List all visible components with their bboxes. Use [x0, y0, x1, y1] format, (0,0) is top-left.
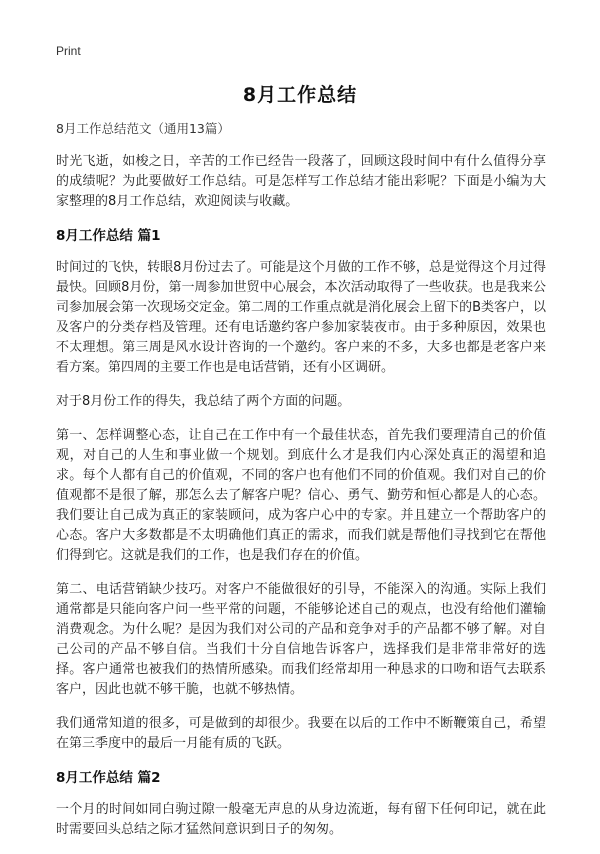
section-heading-2: 8月工作总结 篇2	[56, 770, 161, 786]
intro-paragraph: 时光飞逝，如梭之日，辛苦的工作已经告一段落了，回顾这段时间中有什么值得分享的成绩呢？为此要做好工作总结。可是怎样写工作总结才能出彩呢？下面是小编为大家整理的8月工作总结，欢迎阅读与收藏。	[56, 154, 546, 209]
print-link[interactable]: Print	[56, 44, 81, 58]
document-subtitle: 8月工作总结范文（通用13篇）	[56, 121, 230, 136]
section-heading-1: 8月工作总结 篇1	[56, 228, 161, 244]
section-1-paragraph-1: 时间过的飞快，转眼8月份过去了。可能是这个月做的工作不够，总是觉得这个月过得最快。回顾8月份，第一周参加世贸中心展会，本次活动取得了一些收获。也是我来公司参加展会第一次现场交定金。第二周的工作重点就是消化展会上留下的B类客户，以及客户的分类存档及管理。还有电话邀约客户参加家装夜市。由于多种原因，效果也不太理想。第三周是风水设计咨询的一个邀约。客户来的不多，大多也都是老客户来看方案。第四周的主要工作也是电话营销，还有小区调研。	[56, 260, 546, 375]
section-1-paragraph-4: 第二、电话营销缺少技巧。对客户不能做很好的引导，不能深入的沟通。实际上我们通常都是只能向客户问一些平常的问题，不能够论述自己的观点，也没有给他们灌输消费观念。为什么呢？是因为我们对公司的产品和竞争对手的产品都不够了解。对自己公司的产品不够自信。当我们十分自信地告诉客户，选择我们是非常非常好的选择。客户通常也被我们的热情所感染。而我们经常却用一种恳求的口吻和语气去联系客户，因此也就不够干脆，也就不够热情。	[56, 582, 546, 697]
section-1-paragraph-2: 对于8月份工作的得失，我总结了两个方面的问题。	[56, 394, 351, 409]
section-2-paragraph-1: 一个月的时间如同白驹过隙一般毫无声息的从身边流逝，每有留下任何印记，就在此时需要回头总结之际才猛然间意识到日子的匆匆。	[56, 802, 546, 837]
document-title: 8月工作总结	[242, 84, 358, 106]
section-1-paragraph-3: 第一、怎样调整心态，让自己在工作中有一个最佳状态，首先我们要理清自己的价值观，对自己的人生和事业做一个规划。到底什么才是我们内心深处真正的渴望和追求。每个人都有自己的价值观，不同的客户也有他们不同的价值观。我们对自己的价值观都不是很了解，那怎么去了解客户呢？信心、勇气、勤劳和恒心都是人的心态。我们要让自己成为真正的家装顾问，成为客户心中的专家。并且建立一个帮助客户的心态。客户大多数都是不太明确他们真正的需求，而我们就是帮他们寻找到它在帮他们得到它。这就是我们的工作，也是我们存在的价值。	[56, 428, 546, 563]
document-body	[56, 120, 546, 854]
section-1-paragraph-5: 我们通常知道的很多，可是做到的却很少。我要在以后的工作中不断鞭策自己，希望在第三季度中的最后一月能有质的飞跃。	[56, 716, 546, 751]
